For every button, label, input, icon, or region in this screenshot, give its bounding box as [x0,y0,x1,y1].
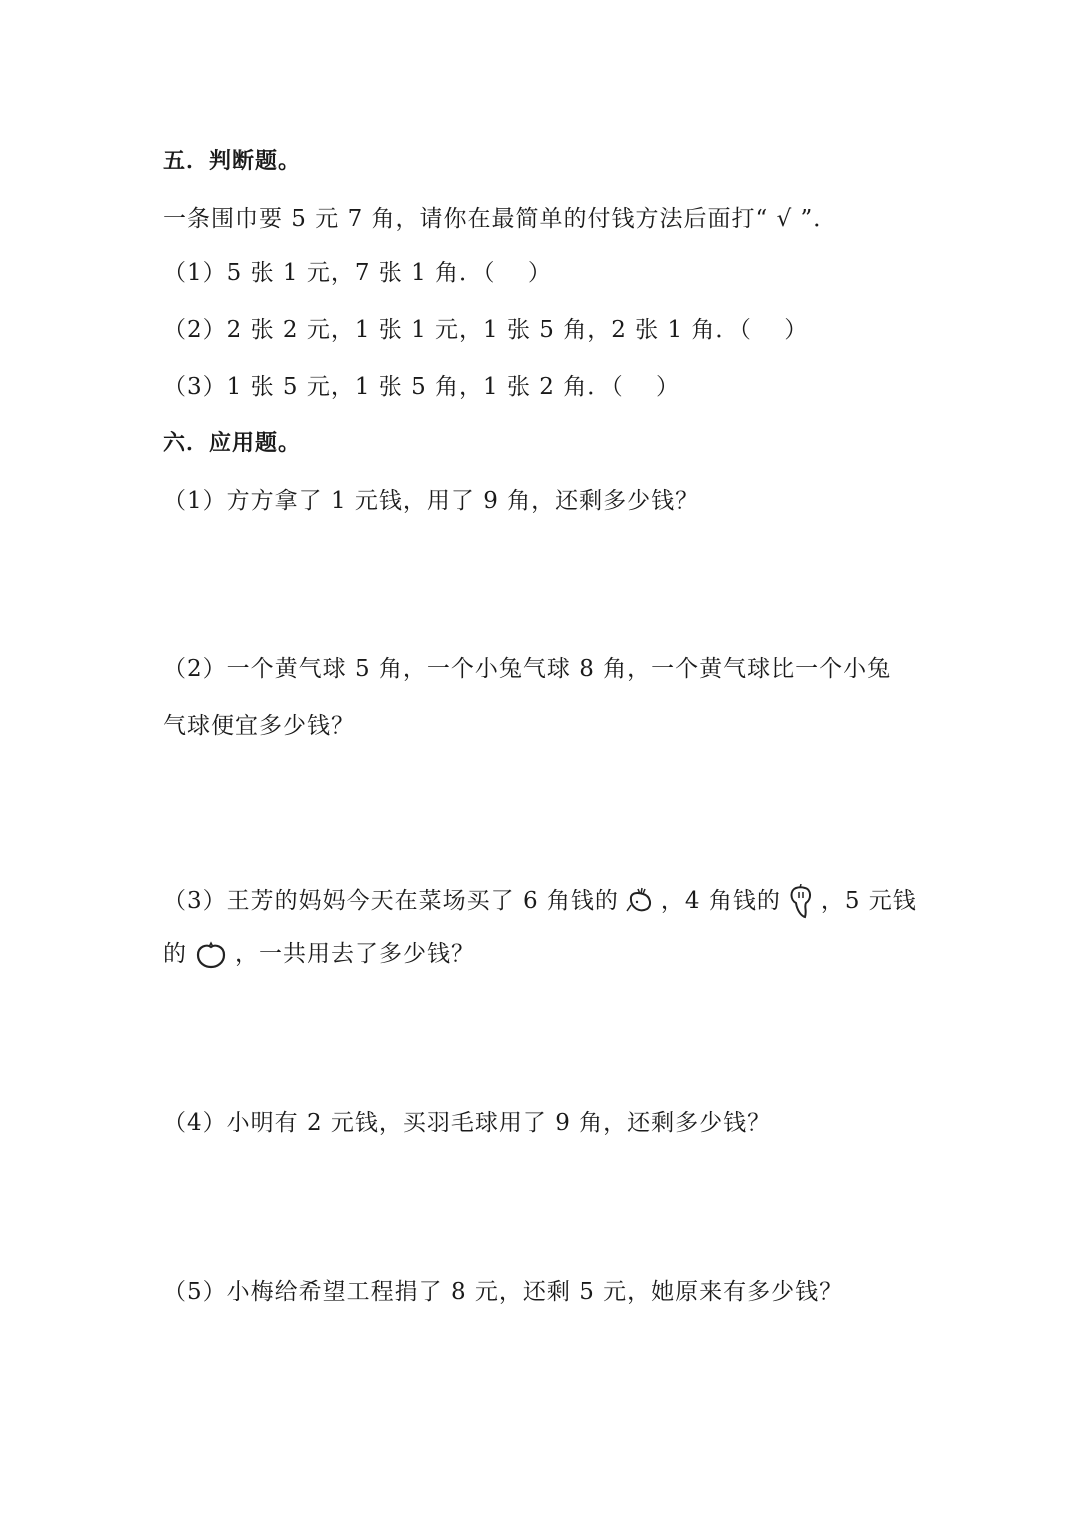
question-3-line2 [163,939,475,969]
radish-icon [625,887,655,917]
question-3-text-c: ，5 元钱 [820,888,917,914]
question-2-line1: （2）一个黄气球 5 角，一个小兔气球 8 角，一个黄气球比一个小兔 [163,656,892,682]
question-5: （5）小梅给希望工程捐了 8 元，还剩 5 元，她原来有多少钱？ [163,1279,844,1305]
tomato-icon [193,941,229,969]
section5-heading: 五．判断题。 [163,149,302,174]
section5-intro: 一条围巾要 5 元 7 角，请你在最简单的付钱方法后面打“ √ ”． [163,206,838,232]
question-3-text-e: ，一共用去了多少钱？ [235,941,475,967]
question-4: （4）小明有 2 元钱，买羽毛球用了 9 角，还剩多少钱？ [163,1110,772,1136]
judge-item-3: （3）1 张 5 元，1 张 5 角，1 张 2 角．（ ） [163,374,681,400]
question-3-line1 [163,884,917,920]
question-3-text-a: （3）王芳的妈妈今天在菜场买了 6 角钱的 [163,888,619,914]
question-1: （1）方方拿了 1 元钱，用了 9 角，还剩多少钱？ [163,488,700,514]
section6-heading: 六．应用题。 [163,431,302,456]
question-2-line2: 气球便宜多少钱？ [163,713,355,739]
pepper-icon [787,884,815,920]
question-3-text-b: ，4 角钱的 [660,888,781,914]
judge-item-1: （1）5 张 1 元，7 张 1 角．（ ） [163,260,552,286]
judge-item-2: （2）2 张 2 元，1 张 1 元，1 张 5 角，2 张 1 角．（ ） [163,317,809,343]
question-3-text-d: 的 [163,941,187,967]
